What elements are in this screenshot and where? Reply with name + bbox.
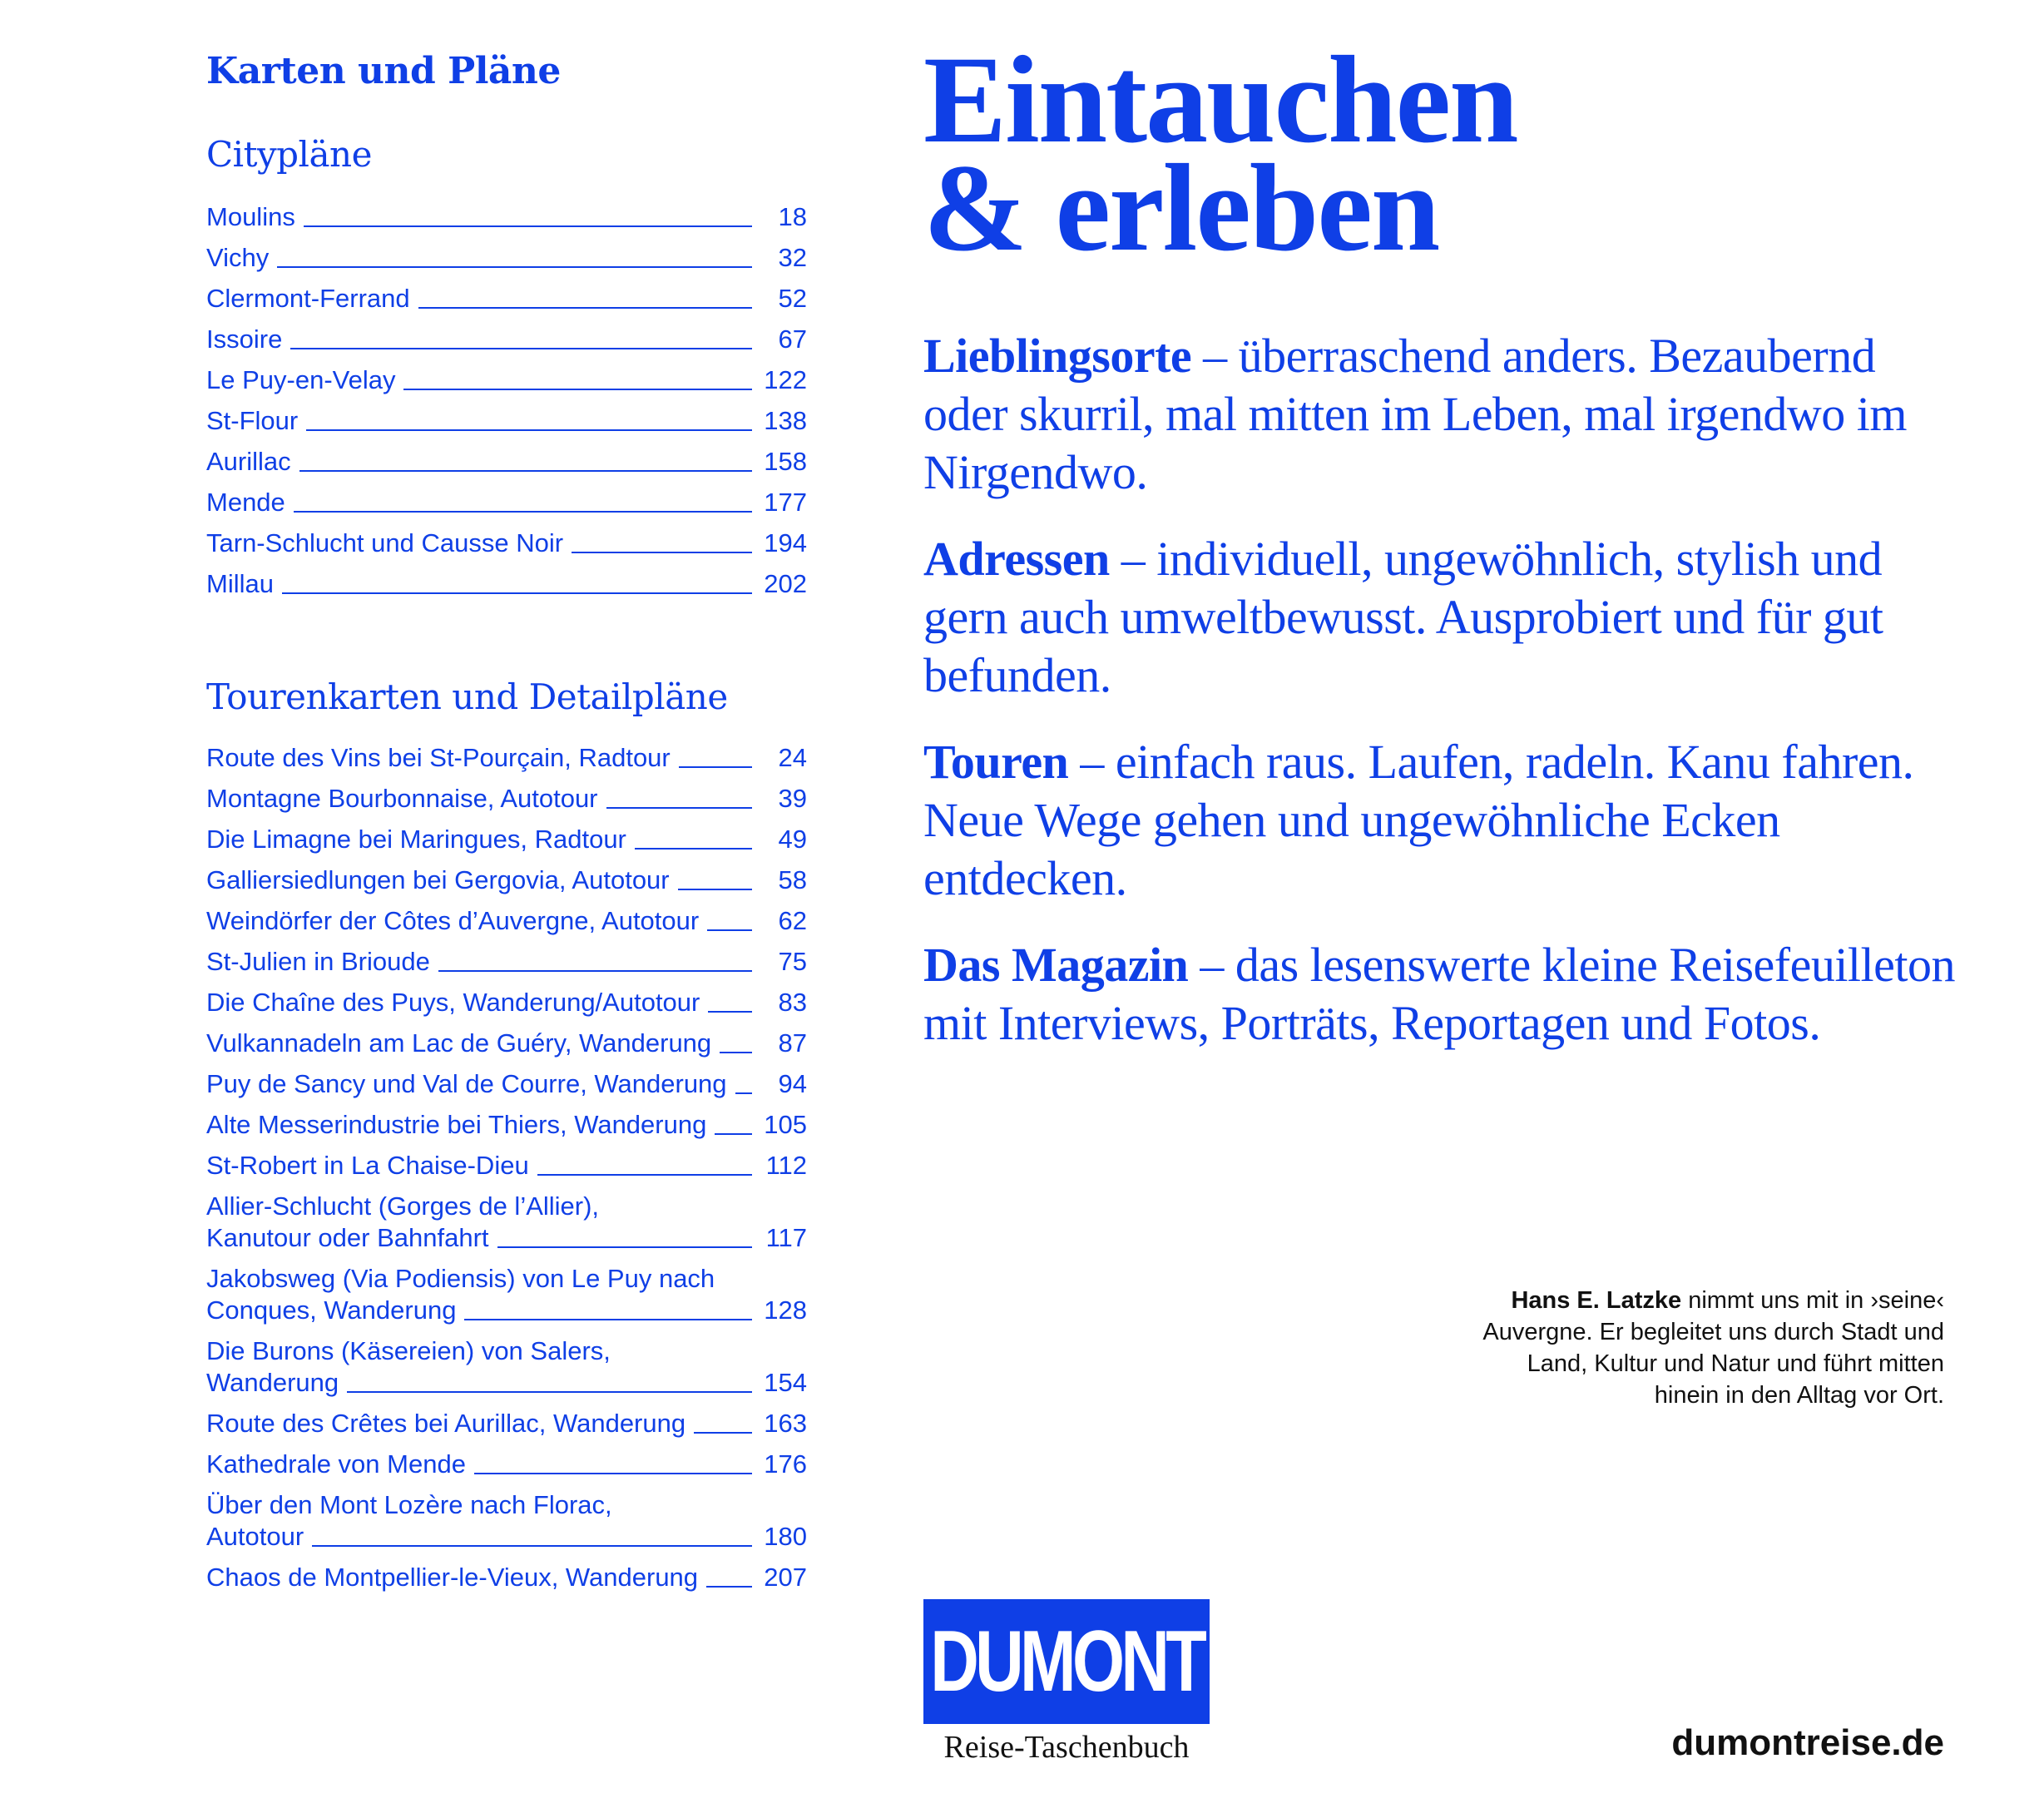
- list-item: [206, 1150, 807, 1181]
- page-number: 180: [764, 1522, 807, 1551]
- page-number: 154: [764, 1368, 807, 1397]
- leader-line: [708, 1011, 752, 1013]
- page-number: 112: [765, 1151, 807, 1180]
- leader-line: [304, 225, 752, 227]
- leader-line: [299, 470, 752, 472]
- leader-line: [537, 1174, 752, 1176]
- list-item: [206, 1263, 807, 1326]
- list-item: [206, 864, 807, 896]
- cityplans-list: [206, 201, 807, 600]
- item-label: Vulkannadeln am Lac de Guéry, Wanderung: [206, 1028, 712, 1058]
- list-item: [206, 446, 807, 478]
- item-label: St-Robert in La Chaise-Dieu: [206, 1151, 529, 1180]
- page-number: 58: [778, 865, 807, 894]
- author-name: Hans E. Latzke: [1511, 1287, 1682, 1314]
- item-label: Wanderung: [206, 1368, 339, 1397]
- item-label-first-line: Allier-Schlucht (Gorges de l’Allier),: [206, 1191, 600, 1221]
- headline-line-2: & erleben: [923, 139, 1439, 277]
- item-label: Route des Vins bei St-Pourçain, Radtour: [206, 743, 671, 772]
- item-label: Die Chaîne des Puys, Wanderung/Autotour: [206, 988, 700, 1017]
- cityplans-heading: Citypläne: [206, 134, 372, 175]
- list-item: [206, 324, 807, 355]
- list-item: [206, 1068, 807, 1100]
- page-number: 75: [778, 947, 807, 976]
- item-label: St-Julien in Brioude: [206, 947, 430, 976]
- page-number: 67: [778, 324, 807, 354]
- tours-heading: Tourenkarten und Detailpläne: [206, 676, 728, 717]
- item-label-first-line: Jakobsweg (Via Podiensis) von Le Puy nach: [206, 1264, 715, 1293]
- list-item: [206, 364, 807, 396]
- toc-column: [206, 50, 807, 1603]
- item-label: Kathedrale von Mende: [206, 1449, 466, 1479]
- item-label: Die Limagne bei Maringues, Radtour: [206, 825, 626, 854]
- item-label: Clermont-Ferrand: [206, 284, 410, 313]
- item-label: Kanutour oder Bahnfahrt: [206, 1223, 489, 1252]
- headline: [923, 31, 1963, 277]
- list-item: [206, 1562, 807, 1593]
- item-label: Conques, Wanderung: [206, 1295, 457, 1325]
- page-number: 24: [778, 743, 807, 772]
- page-number: 163: [764, 1409, 807, 1438]
- headline-line-1: Eintauchen: [923, 31, 1517, 169]
- page-number: 52: [778, 284, 807, 313]
- feature-lieblingsorte: [923, 327, 1963, 502]
- list-item: [206, 283, 807, 315]
- page-number: 49: [778, 825, 807, 854]
- leader-line: [715, 1133, 752, 1135]
- leader-line: [347, 1391, 752, 1393]
- leader-line: [497, 1246, 752, 1248]
- page-number: 194: [764, 528, 807, 557]
- item-label: Le Puy-en-Velay: [206, 365, 396, 394]
- list-item: [206, 201, 807, 233]
- leader-line: [438, 970, 752, 972]
- item-label: Puy de Sancy und Val de Courre, Wanderung: [206, 1069, 727, 1098]
- leader-line: [474, 1473, 752, 1474]
- page-number: 138: [764, 406, 807, 435]
- promo-column: [923, 31, 1963, 1053]
- list-item: [206, 783, 807, 815]
- page-number: 94: [778, 1069, 807, 1098]
- item-label: Moulins: [206, 202, 295, 231]
- list-item: [206, 1408, 807, 1439]
- item-label: Aurillac: [206, 447, 291, 476]
- leader-line: [635, 848, 752, 850]
- list-item: [206, 1028, 807, 1059]
- feature-text: – das lesenswerte kleine Reisefeuilleton mit Interviews, Porträts, Reportagen und Fotos.: [923, 938, 1956, 1050]
- list-item: [206, 1489, 807, 1553]
- feature-magazin: [923, 936, 1963, 1053]
- page-number: 83: [778, 988, 807, 1017]
- leader-line: [735, 1092, 752, 1094]
- page-number: 87: [778, 1028, 807, 1058]
- list-item: [206, 568, 807, 600]
- leader-line: [418, 307, 752, 309]
- leader-line: [572, 552, 752, 553]
- leader-line: [678, 889, 752, 890]
- page-number: 177: [764, 488, 807, 517]
- feature-touren: [923, 733, 1963, 908]
- leader-line: [290, 348, 752, 349]
- leader-line: [282, 592, 752, 594]
- item-label: Weindörfer der Côtes d’Auvergne, Autotour: [206, 906, 700, 935]
- list-item: [206, 487, 807, 518]
- feature-text: – individuell, ungewöhnlich, stylish und gern auch umweltbewusst. Ausprobiert und für gut befunden.: [923, 532, 1883, 702]
- feature-text: – überraschend anders. Bezaubernd oder skurril, mal mitten im Leben, mal irgendwo im Nirgendwo.: [923, 329, 1908, 499]
- feature-title: Touren: [923, 735, 1069, 789]
- feature-adressen: [923, 530, 1963, 705]
- page-number: 128: [764, 1295, 807, 1325]
- item-label: Alte Messerindustrie bei Thiers, Wanderung: [206, 1110, 707, 1139]
- leader-line: [294, 511, 752, 513]
- list-item: [206, 1109, 807, 1141]
- list-item: [206, 905, 807, 937]
- page-number: 62: [778, 906, 807, 935]
- item-label-first-line: Die Burons (Käsereien) von Salers,: [206, 1336, 611, 1365]
- leader-line: [277, 266, 752, 268]
- page-number: 202: [764, 569, 807, 598]
- item-label: Montagne Bourbonnaise, Autotour: [206, 784, 598, 813]
- tours-list: [206, 742, 807, 1593]
- list-item: [206, 1335, 807, 1399]
- website-url: dumontreise.de: [1671, 1722, 1944, 1763]
- author-text: nimmt uns mit in ›seine‹ Auvergne. Er begleitet uns durch Stadt und Land, Kultur und Natur und führt mitten hinein in den Alltag vor Ort.: [1482, 1287, 1944, 1409]
- item-label: Route des Crêtes bei Aurillac, Wanderung: [206, 1409, 686, 1438]
- leader-line: [606, 807, 752, 809]
- page-number: 158: [764, 447, 807, 476]
- author-note: [1478, 1285, 1944, 1411]
- leader-line: [306, 429, 752, 431]
- leader-line: [720, 1052, 752, 1053]
- item-label: Vichy: [206, 243, 270, 272]
- logo-subtitle: Reise-Taschenbuch: [943, 1730, 1190, 1765]
- leader-line: [706, 1586, 752, 1588]
- page-number: 207: [764, 1563, 807, 1592]
- list-item: [206, 824, 807, 855]
- feature-title: Lieblingsorte: [923, 329, 1192, 383]
- item-label: Autotour: [206, 1522, 304, 1551]
- item-label: Millau: [206, 569, 274, 598]
- page-number: 18: [778, 202, 807, 231]
- list-item: [206, 742, 807, 774]
- leader-line: [694, 1432, 752, 1434]
- list-item: [206, 946, 807, 978]
- leader-line: [679, 766, 752, 768]
- list-item: [206, 1449, 807, 1480]
- item-label: Mende: [206, 488, 285, 517]
- dumont-logo: [923, 1599, 1210, 1724]
- item-label: St-Flour: [206, 406, 299, 435]
- leader-line: [464, 1319, 752, 1320]
- page-number: 39: [778, 784, 807, 813]
- list-item: [206, 405, 807, 437]
- item-label: Tarn-Schlucht und Causse Noir: [206, 528, 564, 557]
- item-label-first-line: Über den Mont Lozère nach Florac,: [206, 1490, 612, 1519]
- list-item: [206, 242, 807, 274]
- item-label: Chaos de Montpellier-le-Vieux, Wanderung: [206, 1563, 699, 1592]
- page-number: 32: [778, 243, 807, 272]
- feature-text: – einfach raus. Laufen, radeln. Kanu fahren. Neue Wege gehen und ungewöhnliche Ecken entdecken.: [923, 735, 1914, 905]
- leader-line: [707, 929, 752, 931]
- leader-line: [403, 389, 752, 390]
- page-number: 176: [764, 1449, 807, 1479]
- section-title: Karten und Pläne: [206, 50, 561, 92]
- list-item: [206, 528, 807, 559]
- logo-text: DUMONT: [930, 1612, 1203, 1710]
- list-item: [206, 987, 807, 1018]
- page-number: 105: [764, 1110, 807, 1139]
- item-label: Issoire: [206, 324, 283, 354]
- list-item: [206, 1191, 807, 1254]
- page-number: 122: [764, 365, 807, 394]
- leader-line: [312, 1545, 752, 1547]
- feature-title: Adressen: [923, 532, 1110, 586]
- page-number: 117: [765, 1223, 807, 1252]
- feature-title: Das Magazin: [923, 938, 1189, 992]
- item-label: Galliersiedlungen bei Gergovia, Autotour: [206, 865, 670, 894]
